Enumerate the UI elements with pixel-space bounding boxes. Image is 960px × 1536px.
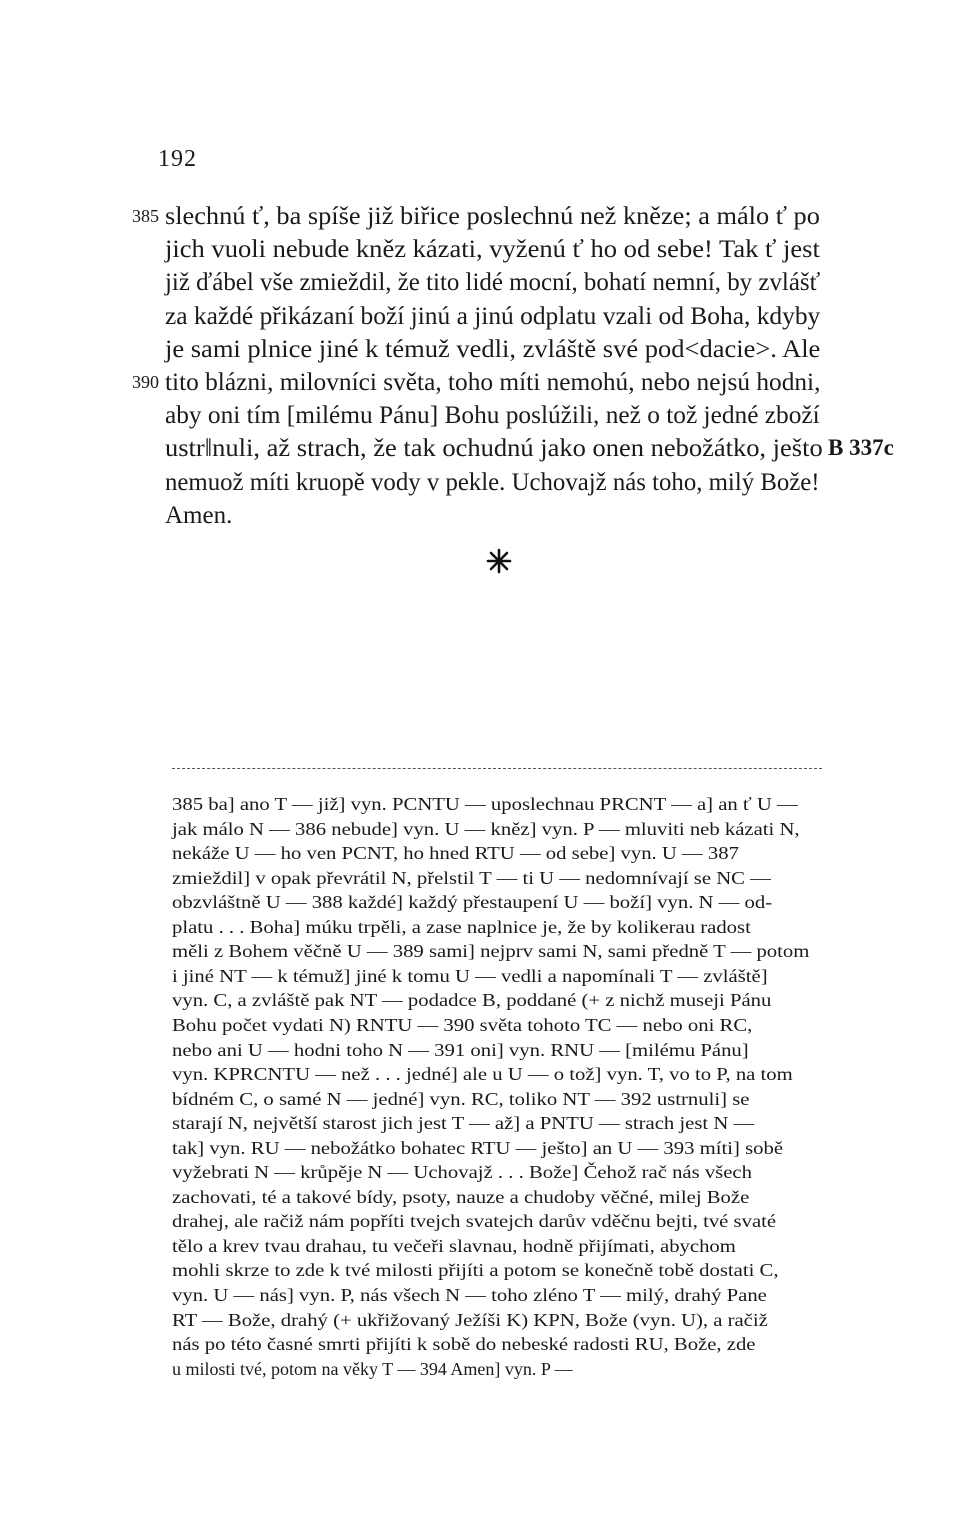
footnote-line: nekáže U — ho ven PCNT, ho hned RTU — od sebe] vyn. U — 387: [172, 843, 739, 864]
margin-reference: B 337c: [828, 435, 894, 460]
footnote-line: jak málo N — 386 nebude] vyn. U — kněz] vyn. P — mluviti neb kázati N,: [172, 818, 800, 839]
footnote-line: 385 ba] ano T — již] vyn. PCNTU — uposlechnau PRCNT — a] an ť U —: [172, 794, 798, 814]
footnote-divider: [172, 768, 822, 771]
footnote-line: i jiné NT — k témuž] jiné k tomu U — vedli a napomínali T — zvláště]: [172, 965, 768, 986]
footnote-line: vyn. C, a zvláště pak NT — podadce B, poddané (+ z nichž museji Pánu: [172, 990, 772, 1011]
footnote-line: vyžebrati N — krůpěje N — Uchovajž . . . Bože] Čehož rač nás všech: [172, 1162, 752, 1183]
text-line: ustr‖nuli, až strach, že tak ochudnú jako onen nebožátko, ješto: [165, 435, 823, 463]
footnote-line: mohli skrze to zde k tvé milosti přijíti a potom se konečně tobě dostati C,: [172, 1260, 779, 1281]
text-line: nemuož míti kruopě vody v pekle. Uchovajž nás toho, milý Bože!: [165, 468, 820, 496]
text-line: slechnú ť, ba spíše již biřice poslechnú než kněze; a málo ť po: [165, 203, 820, 230]
text-line: již ďábel vše zmieždil, že tito lidé mocní, bohatí nemní, by zvlášť: [165, 269, 821, 297]
footnote-line: vyn. U — nás] vyn. P, nás všech N — toho zléno T — milý, drahý Pane: [172, 1285, 767, 1305]
footnote-line: tak] vyn. RU — nebožátko bohatec RTU — ješto] an U — 393 míti] sobě: [172, 1137, 784, 1158]
footnote-line: nás po této časné smrti přijíti k sobě do nebeské radosti RU, Bože, zde: [172, 1334, 756, 1355]
footnote-line: měli z Bohem věčně U — 389 sami] nejprv sami N, sami předně T — potom: [172, 941, 810, 962]
footnote-line: RT — Bože, drahý (+ ukřižovaný Ježíši K) KPN, Bože (vyn. U), a račiž: [172, 1309, 768, 1330]
footnote-line: vyn. KPRCNTU — než . . . jedné] ale u U — o tož] vyn. T, vo to P, na tom: [172, 1064, 793, 1085]
asterisk-separator-icon: [486, 548, 512, 574]
text-line: jich vuoli nebude kněz kázati, vyženú ť ho od sebe! Tak ť jest: [165, 236, 820, 264]
footnote-line: zachovati, té a takové bídy, psoty, nauze a chudoby věčné, milej Bože: [172, 1186, 750, 1207]
footnote-line: obzvláštně U — 388 každé] každý přestaupení U — boží] vyn. N — od-: [172, 892, 773, 913]
footnote-line: bídném C, o samé N — jedné] vyn. RC, toliko NT — 392 ustrnuli] se: [172, 1088, 750, 1109]
footnote-line: nebo ani U — hodni toho N — 391 oni] vyn. RNU — [milému Pánu]: [172, 1039, 749, 1060]
footnote-line: zmieždil] v opak převrátil N, přelstil T — ti U — nedomnívají se NC —: [172, 867, 771, 888]
footnote-line: platu . . . Boha] múku trpěli, a zase naplnice je, že by kolikerau radost: [172, 916, 751, 937]
text-line: aby oni tím [milému Pánu] Bohu poslúžili, než o tož jedné zboží: [165, 402, 820, 430]
text-line: tito blázni, milovníci světa, toho míti nemohú, nebo nejsú hodni,: [165, 369, 821, 396]
footnote-line: starají N, největší starost jich jest T — až] a PNTU — strach jest N —: [172, 1113, 755, 1134]
page-number: 192: [158, 146, 197, 172]
footnote-line: u milosti tvé, potom na věky T — 394 Amen] vyn. P —: [172, 1358, 573, 1379]
footnote-line: Bohu počet vydati N) RNTU — 390 světa tohoto TC — nebo oni RC,: [172, 1014, 753, 1035]
text-line: je sami plnice jiné k témuž vedli, zvláště své pod<dacie>. Ale: [165, 335, 821, 363]
text-line: Amen.: [165, 501, 233, 529]
text-line: za každé přikázaní boží jinú a jinú odplatu vzali od Boha, kdyby: [165, 302, 821, 330]
footnote-line: drahej, ale račiž nám popříti tvejch svatejch darův vděčnu bejti, tvé svaté: [172, 1211, 777, 1232]
footnote-line: tělo a krev tvau drahau, tu večeři slavnau, hodně přijímati, abychom: [172, 1235, 736, 1256]
line-number: 390: [132, 372, 159, 392]
line-number: 385: [132, 206, 159, 226]
